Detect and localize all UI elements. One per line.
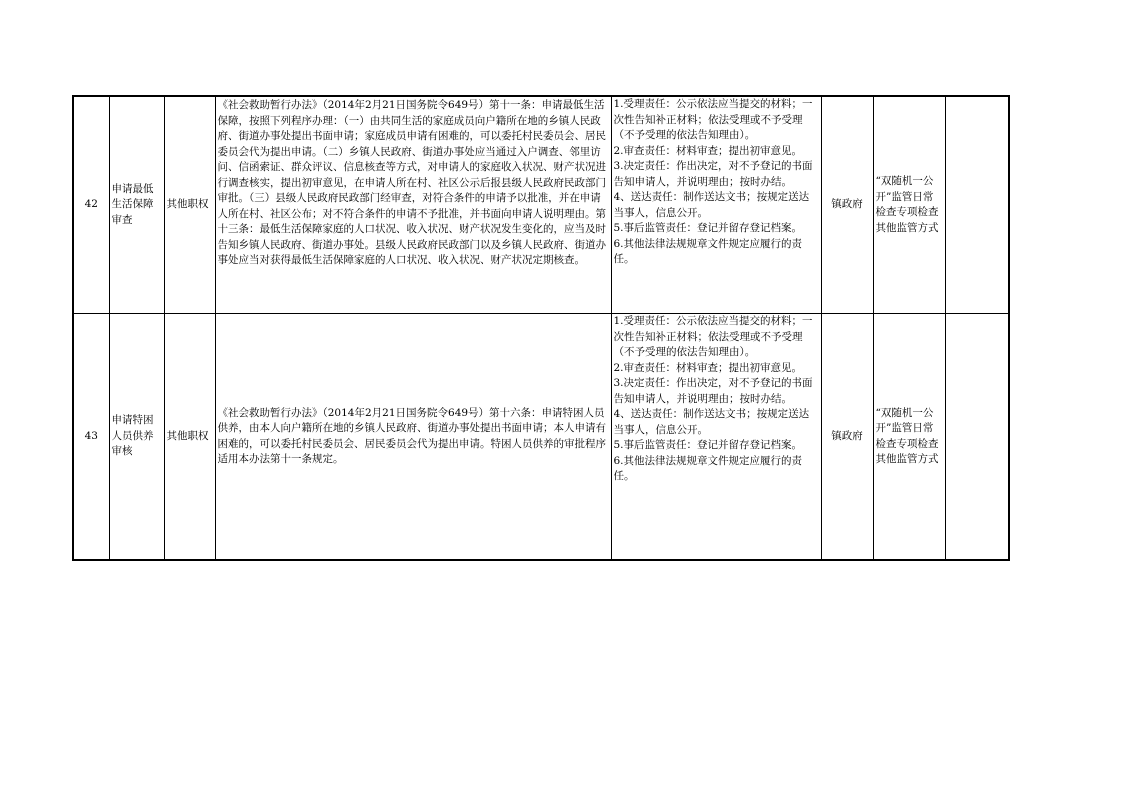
responsibility-item: 1.受理责任：公示依法应当提交的材料；一次性告知补正材料；依法受理或不予受理（不予受理的依法告知理由）。 (613, 315, 813, 358)
item-name: 申请最低生活保障审查 (109, 96, 164, 314)
responsibility-item: 5.事后监管责任：登记并留存登记档案。 (613, 222, 803, 234)
legal-basis: 《社会救助暂行办法》（2014年2月21日国务院令649号）第十六条：申请特困人员供养，由本人向户籍所在地的乡镇人民政府、街道办事处提出书面申请；本人申请有困难的，可以委托村民委员会、居民委员会代为提出申请。特困人员供养的审批程序适用本办法第十一条规定。 (215, 314, 611, 561)
powers-table (72, 95, 1010, 561)
responsibility-item: 3.决定责任：作出决定，对不予登记的书面告知申请人，并说明理由；按时办结。 (613, 377, 813, 405)
responsible-subject: 镇政府 (821, 96, 873, 314)
supervision-methods: “双随机一公开”监管日常检查专项检查其他监管方式 (873, 314, 945, 561)
responsibility-item: 3.决定责任：作出决定，对不予登记的书面告知申请人，并说明理由；按时办结。 (613, 160, 813, 188)
remarks (945, 96, 1009, 314)
power-category: 其他职权 (164, 314, 215, 561)
legal-basis: 《社会救助暂行办法》（2014年2月21日国务院令649号）第十一条：申请最低生活保障，按照下列程序办理：（一）由共同生活的家庭成员向户籍所在地的乡镇人民政府、街道办事处提出书面申请；家庭成员申请有困难的，可以委托村民委员会、居民委员会代为提出申请。（二）乡镇人民政府、街道办事处应当通过入户调查、邻里访问、信函索证、群众评议、信息核查等方式，对申请人的家庭收入状况、财产状况进行调查核实，提出初审意见，在申请人所在村、社区公示后报县级人民政府民政部门审批。（三）县级人民政府民政部门经审查，对符合条件的申请予以批准，并在申请人所在村、社区公布；对不符合条件的申请不予批准，并书面向申请人说明理由。第十三条：最低生活保障家庭的人口状况、收入状况、财产状况发生变化的，应当及时告知乡镇人民政府、街道办事处。县级人民政府民政部门以及乡镇人民政府、街道办事处应当对获得最低生活保障家庭的人口状况、收入状况、财产状况定期核查。 (215, 96, 611, 314)
responsibility-item: 6.其他法律法规规章文件规定应履行的责任。 (613, 454, 803, 482)
power-category: 其他职权 (164, 96, 215, 314)
table-row (73, 96, 1009, 314)
responsibility-list (611, 314, 821, 561)
responsible-subject: 镇政府 (821, 314, 873, 561)
remarks (945, 314, 1009, 561)
row-number: 43 (73, 314, 109, 561)
responsibility-item: 6.其他法律法规规章文件规定应履行的责任。 (613, 237, 803, 265)
responsibility-item: 2.审查责任：材料审查；提出初审意见。 (613, 144, 803, 157)
table-row (73, 314, 1009, 561)
responsibility-item: 4、送达责任：制作送达文书；按规定送达当事人，信息公开。 (613, 191, 810, 219)
responsibility-item: 4、送达责任：制作送达文书；按规定送达当事人，信息公开。 (613, 408, 810, 436)
responsibility-item: 1.受理责任：公示依法应当提交的材料；一次性告知补正材料；依法受理或不予受理（不予受理的依法告知理由）。 (613, 98, 813, 141)
responsibility-item: 5.事后监管责任：登记并留存登记档案。 (613, 439, 803, 451)
supervision-methods: “双随机一公开”监管日常检查专项检查其他监管方式 (873, 96, 945, 314)
responsibility-list (611, 96, 821, 314)
item-name: 申请特困人员供养审核 (109, 314, 164, 561)
row-number: 42 (73, 96, 109, 314)
responsibility-item: 2.审查责任：材料审查；提出初审意见。 (613, 361, 803, 374)
